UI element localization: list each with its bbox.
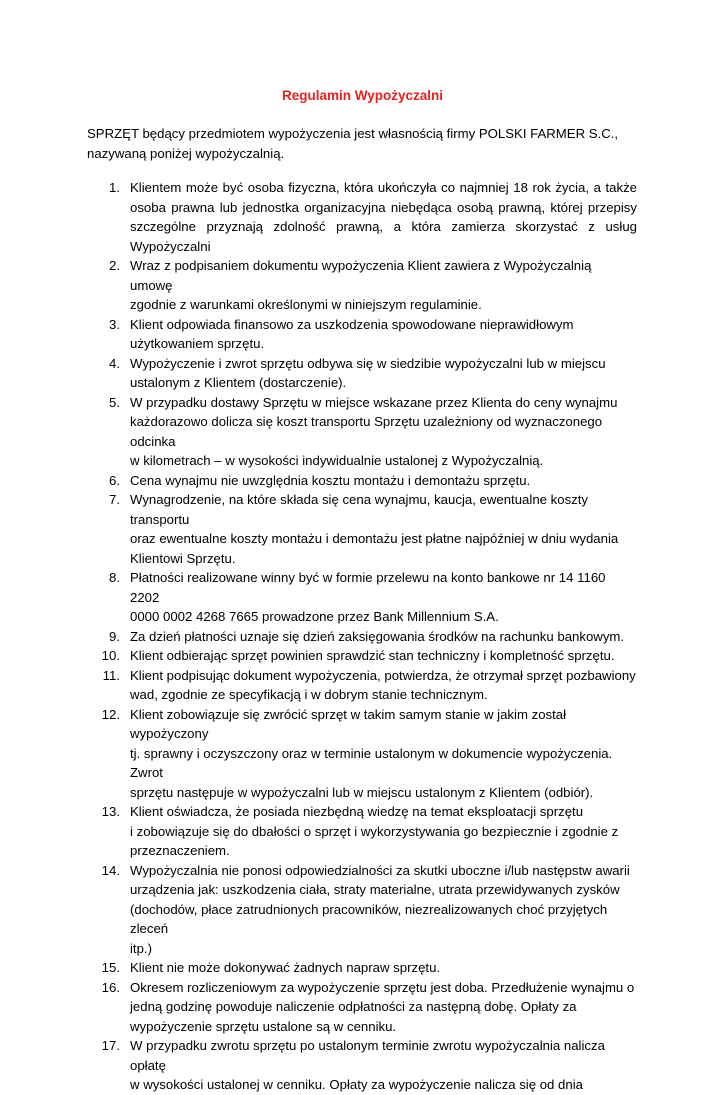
rule-number: 9.	[109, 628, 120, 644]
rule-text-line: użytkowaniem sprzętu.	[130, 336, 265, 351]
rule-number: 17.	[101, 1038, 120, 1053]
rule-text-line: itp.)	[130, 940, 152, 956]
rule-text-line: szczególne przyznają zdolność prawną, a która zamierza skorzystać z usług	[130, 219, 637, 234]
rule-text-line: Klientem może być osoba fizyczna, która ukończyła co najmniej 18 rok życia, a także	[130, 180, 637, 195]
rule-text-line: (dochodów, płace zatrudnionych pracowników, niezrealizowanych choć przyjętych zleceń	[130, 901, 608, 936]
rule-item	[87, 978, 637, 1037]
rule-number: 2.	[109, 258, 120, 273]
rule-item	[87, 958, 637, 978]
rule-item	[87, 393, 637, 471]
rule-text-line: Wynagrodzenie, na które składa się cena wynajmu, kaucja, ewentualne koszty transportu	[130, 492, 589, 527]
rules-list	[87, 178, 637, 1095]
rule-text-line: sprzętu następuje w wypożyczalni lub w miejscu ustalonym z Klientem (odbiór).	[130, 784, 594, 800]
rule-text-line: Wypożyczalnia nie ponosi odpowiedzialności za skutki uboczne i/lub następstw awarii	[130, 862, 630, 878]
rule-text-line: wad, zgodnie ze specyfikacją i w dobrym stanie technicznym.	[130, 687, 488, 702]
rule-text-line: urządzenia jak: uszkodzenia ciała, straty materialne, utrata przewidywanych zysków	[130, 882, 620, 897]
rule-item	[87, 315, 637, 354]
rule-text-line: w wysokości ustalonej w cenniku. Opłaty za wypożyczenie nalicza się od dnia	[130, 1077, 583, 1092]
rule-item	[87, 861, 637, 959]
rule-text-line: Klient odbierając sprzęt powinien sprawdzić stan techniczny i kompletność sprzętu.	[130, 648, 615, 663]
rule-item	[87, 490, 637, 568]
rule-item	[87, 1036, 637, 1095]
rule-item	[87, 627, 637, 647]
rule-text-line: każdorazowo dolicza się koszt transportu Sprzętu uzależniony od wyznaczonego odcinka	[130, 414, 603, 449]
rule-text-line: tj. sprawny i oczyszczony oraz w terminie ustalonym w dokumencie wypożyczenia. Zwrot	[130, 745, 613, 780]
rule-number: 4.	[109, 355, 120, 371]
rule-number: 1.	[109, 180, 120, 195]
intro-line: nazywaną poniżej wypożyczalnią.	[87, 145, 285, 161]
rule-number: 12.	[101, 706, 120, 722]
rule-text-line: Klient odpowiada finansowo za uszkodzenia spowodowane nieprawidłowym	[130, 316, 574, 332]
rule-text-line: wypożyczenie sprzętu ustalone są w cenniku.	[130, 1018, 397, 1034]
rule-text-line: W przypadku zwrotu sprzętu po ustalonym terminie zwrotu wypożyczalnia nalicza opłatę	[130, 1038, 605, 1073]
rule-text-line: W przypadku dostawy Sprzętu w miejsce wskazane przez Klienta do ceny wynajmu	[130, 394, 618, 410]
rule-text-line: osoba prawna lub jednostka organizacyjna niebędąca osobą prawną, której przepisy	[130, 199, 637, 215]
rule-number: 13.	[101, 804, 120, 819]
rule-text-line: przeznaczeniem.	[130, 843, 230, 858]
rule-item	[87, 705, 637, 803]
rule-number: 8.	[109, 570, 120, 585]
rule-text-line: Klient zobowiązuje się zwrócić sprzęt w takim samym stanie w jakim został wypożyczony	[130, 706, 567, 741]
rule-number: 6.	[109, 472, 120, 488]
rule-number: 5.	[109, 394, 120, 410]
rule-text-line: i zobowiązuje się do dbałości o sprzęt i wykorzystywania go bezpiecznie i zgodnie z	[130, 823, 619, 839]
rule-text-line: w kilometrach – w wysokości indywidualnie ustalonej z Wypożyczalnią.	[130, 453, 544, 468]
rule-text-line: jedną godzinę powoduje naliczenie odpłatności za następną dobę. Opłaty za	[130, 999, 577, 1014]
rule-item	[87, 354, 637, 393]
rule-number: 10.	[101, 648, 120, 663]
rule-text-line: Wypożyczenie i zwrot sprzętu odbywa się w siedzibie wypożyczalni lub w miejscu	[130, 355, 606, 371]
intro-paragraph	[87, 124, 647, 163]
rule-text-line: Za dzień płatności uznaje się dzień zaksięgowania środków na rachunku bankowym.	[130, 628, 625, 644]
rule-item	[87, 802, 637, 861]
rule-text-line: ustalonym z Klientem (dostarczenie).	[130, 375, 347, 390]
rule-text-line: oraz ewentualne koszty montażu i demontażu jest płatne najpóźniej w dniu wydania	[130, 531, 619, 546]
rule-text-line: 0000 0002 4268 7665 prowadzone przez Bank Millennium S.A.	[130, 609, 499, 624]
rule-text-line: Klient nie może dokonywać żadnych napraw sprzętu.	[130, 960, 441, 975]
rule-item	[87, 568, 637, 627]
rule-number: 15.	[101, 960, 120, 975]
rule-item	[87, 666, 637, 705]
rule-number: 14.	[101, 862, 120, 878]
rule-text-line: Płatności realizowane winny być w formie przelewu na konto bankowe nr 14 1160 2202	[130, 570, 606, 605]
rule-item	[87, 646, 637, 666]
rule-item	[87, 256, 637, 315]
rule-text-line: Wypożyczalni	[130, 238, 211, 254]
rule-number: 7.	[109, 492, 120, 507]
document-title: Regulamin Wypożyczalni	[281, 88, 444, 103]
rule-text-line: zgodnie z warunkami określonymi w niniejszym regulaminie.	[130, 297, 482, 312]
intro-line: SPRZĘT będący przedmiotem wypożyczenia jest własnością firmy POLSKI FARMER S.C.,	[87, 126, 619, 141]
rule-text-line: Okresem rozliczeniowym za wypożyczenie sprzętu jest doba. Przedłużenie wynajmu o	[130, 979, 635, 995]
rule-text-line: Klient oświadcza, że posiada niezbędną wiedzę na temat eksploatacji sprzętu	[130, 804, 584, 819]
rule-text-line: Klient podpisując dokument wypożyczenia, potwierdza, że otrzymał sprzęt pozbawiony	[130, 667, 636, 683]
rule-number: 11.	[102, 667, 120, 683]
rule-item	[87, 178, 637, 256]
rule-number: 3.	[109, 316, 120, 332]
rule-text-line: Wraz z podpisaniem dokumentu wypożyczenia Klient zawiera z Wypożyczalnią umowę	[130, 258, 592, 293]
rule-text-line: Cena wynajmu nie uwzględnia kosztu montażu i demontażu sprzętu.	[130, 472, 531, 488]
rule-item	[87, 471, 637, 491]
rule-number: 16.	[101, 979, 120, 995]
rule-text-line: Klientowi Sprzętu.	[130, 550, 236, 566]
